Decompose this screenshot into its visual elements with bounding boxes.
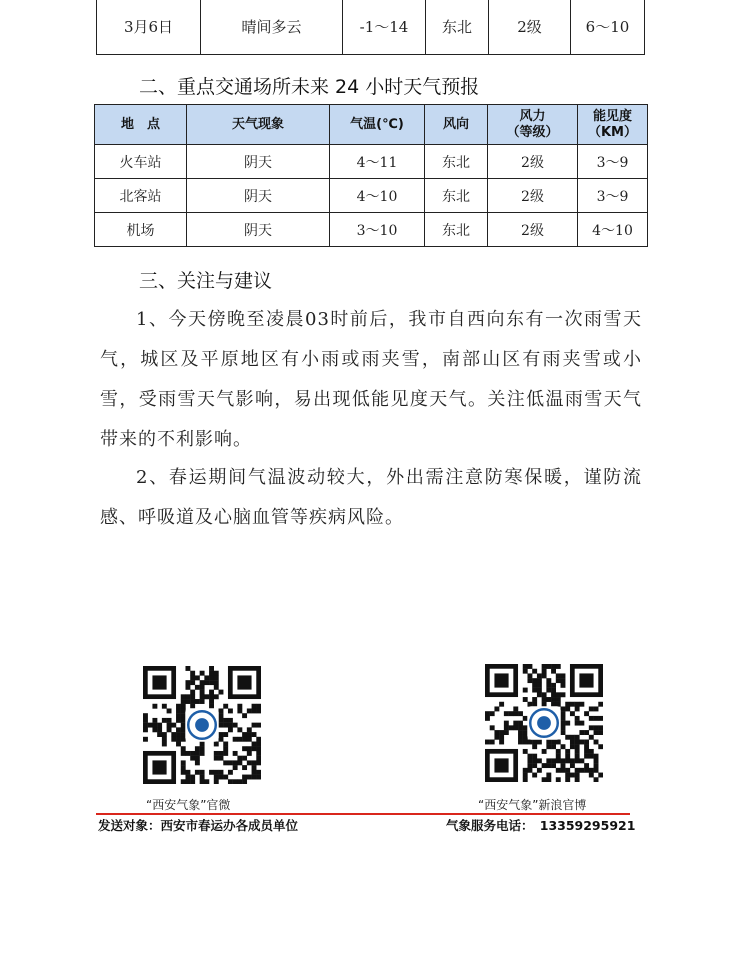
table-cell: 2级 bbox=[488, 145, 578, 179]
header-cell: 气温(℃) bbox=[330, 105, 425, 145]
table-cell: 东北 bbox=[425, 213, 488, 247]
wind-level-cell: 2级 bbox=[489, 0, 571, 55]
header-cell: 风力 （等级） bbox=[488, 105, 578, 145]
section3-title: 三、关注与建议 bbox=[139, 270, 273, 292]
table-cell: 阴天 bbox=[187, 145, 330, 179]
footer-hotline: 气象服务电话： 13359295921 bbox=[446, 818, 636, 833]
table-row bbox=[95, 213, 648, 247]
transport-forecast-table bbox=[94, 104, 648, 247]
table-cell: 4～10 bbox=[330, 179, 425, 213]
table-cell: 3～9 bbox=[578, 179, 648, 213]
table-row bbox=[95, 179, 648, 213]
footer-recipients: 发送对象：西安市春运办各成员单位 bbox=[98, 818, 299, 833]
table-row bbox=[97, 0, 645, 55]
previous-forecast-table bbox=[96, 0, 645, 55]
table-cell: 4～11 bbox=[330, 145, 425, 179]
qr-right-caption: “西安气象”新浪官博 bbox=[478, 798, 587, 812]
table-cell: 阴天 bbox=[187, 213, 330, 247]
table-cell: 东北 bbox=[425, 145, 488, 179]
table-cell: 3～9 bbox=[578, 145, 648, 179]
table-cell: 2级 bbox=[488, 179, 578, 213]
table-cell: 东北 bbox=[425, 179, 488, 213]
header-cell: 天气现象 bbox=[187, 105, 330, 145]
wind-dir-cell: 东北 bbox=[426, 0, 489, 55]
header-cell: 风向 bbox=[425, 105, 488, 145]
advice-paragraph-1: 1、今天傍晚至凌晨03时前后，我市自西向东有一次雨雪天气，城区及平原地区有小雨或雨夹雪，南部山区有雨夹雪或小雪，受雨雪天气影响，易出现低能见度天气。关注低温雨雪天气带来的不利影响。 bbox=[100, 309, 642, 450]
table-cell: 阴天 bbox=[187, 179, 330, 213]
xian-meteorology-logo-icon bbox=[527, 706, 560, 739]
section2-title: 二、重点交通场所未来 24 小时天气预报 bbox=[139, 76, 480, 98]
xian-meteorology-logo-icon bbox=[185, 708, 218, 741]
advice-paragraph-2: 2、春运期间气温波动较大，外出需注意防寒保暖，谨防流感、呼吸道及心脑血管等疾病风险。 bbox=[100, 467, 642, 528]
visibility-cell: 6～10 bbox=[571, 0, 645, 55]
table-cell: 2级 bbox=[488, 213, 578, 247]
date-cell: 3月6日 bbox=[97, 0, 201, 55]
table-cell: 4～10 bbox=[578, 213, 648, 247]
table-row bbox=[95, 145, 648, 179]
table-cell: 火车站 bbox=[95, 145, 187, 179]
table-cell: 机场 bbox=[95, 213, 187, 247]
header-cell: 地 点 bbox=[95, 105, 187, 145]
table-cell: 北客站 bbox=[95, 179, 187, 213]
temp-cell: -1～14 bbox=[343, 0, 426, 55]
wechat-qr-code bbox=[143, 666, 261, 784]
qr-left-caption: “西安气象”官微 bbox=[146, 798, 231, 812]
weibo-qr-code bbox=[485, 664, 603, 782]
table-cell: 3～10 bbox=[330, 213, 425, 247]
table-header-row bbox=[95, 105, 648, 145]
weather-cell: 晴间多云 bbox=[201, 0, 343, 55]
header-cell: 能见度 （KM） bbox=[578, 105, 648, 145]
footer-divider bbox=[96, 813, 630, 815]
